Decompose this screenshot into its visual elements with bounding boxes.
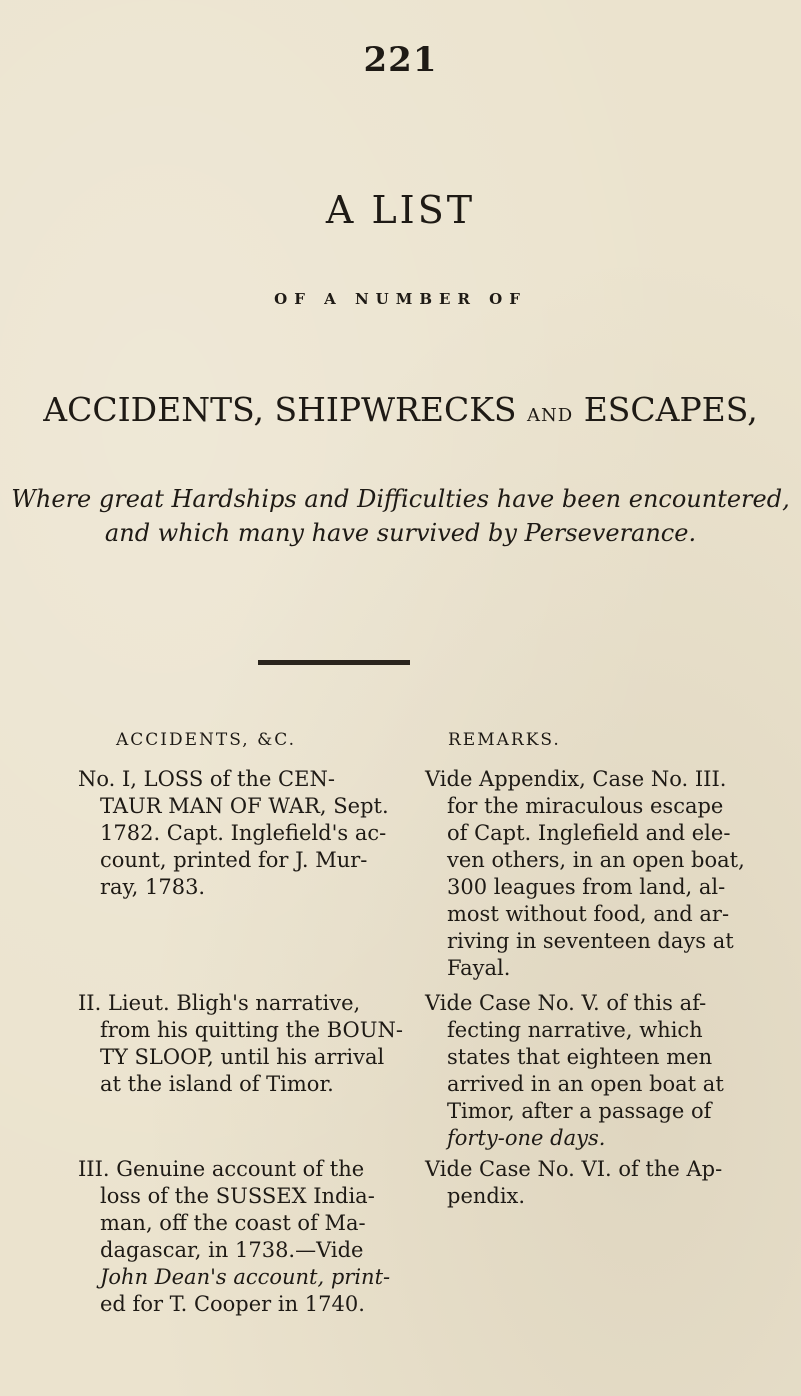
heading-part-2: ESCAPES, [583,390,758,429]
accident-entry-1 [78,766,389,901]
remark-line: Timor, after a passage of [447,1099,712,1123]
accident-line: TY SLOOP, until his arrival [100,1045,385,1069]
remark-line: Vide Appendix, Case No. III. [425,767,727,791]
remark-line: Fayal. [447,956,511,980]
accident-line: at the island of Timor. [100,1072,334,1096]
accident-line: TAUR MAN OF WAR, Sept. [100,794,389,818]
section-divider [258,660,410,665]
accident-line: III. Genuine account of the [78,1157,365,1181]
remark-line: pendix. [447,1184,526,1208]
accident-line: 1782. Capt. Inglefield's ac- [100,821,387,845]
intro-line-1: Where great Hardships and Difficulties have been encountered, [11,485,790,513]
remark-line: states that eighteen men [447,1045,713,1069]
remark-entry-3 [425,1156,722,1210]
accident-line: ed for T. Cooper in 1740. [100,1292,365,1316]
intro-text [0,482,801,550]
remark-line: ven others, in an open boat, [447,848,745,872]
main-heading [0,390,801,429]
list-title: A LIST [325,188,476,232]
accident-line: man, off the coast of Ma- [100,1211,366,1235]
remark-entry-1 [425,766,745,982]
remark-entry-2 [425,990,724,1152]
remark-line: fecting narrative, which [447,1018,703,1042]
accident-entry-3 [78,1156,390,1318]
accident-line: from his quitting the BOUN- [100,1018,403,1042]
heading-and: AND [527,405,574,426]
accident-line: No. I, LOSS of the CEN- [78,767,335,791]
accident-line: II. Lieut. Bligh's narrative, [78,991,361,1015]
accidents-column-header: ACCIDENTS, &C. [116,730,297,750]
remarks-column-header: REMARKS. [448,730,561,750]
list-subtitle: OF A NUMBER OF [274,290,527,308]
remark-line: for the miraculous escape [447,794,724,818]
page-number: 221 [363,40,438,80]
remark-line: 300 leagues from land, al- [447,875,726,899]
remark-line: riving in seventeen days at [447,929,734,953]
remark-line: of Capt. Inglefield and ele- [447,821,731,845]
remark-line: Vide Case No. V. of this af- [425,991,707,1015]
accident-entry-2 [78,990,403,1098]
accident-line: loss of the SUSSEX India- [100,1184,375,1208]
accident-line: ray, 1783. [100,875,206,899]
remark-line: most without food, and ar- [447,902,730,926]
accident-line: count, printed for J. Mur- [100,848,368,872]
accident-line: dagascar, in 1738.—Vide [100,1238,364,1262]
intro-line-2: and which many have survived by Perseverance. [104,519,697,547]
accident-line: John Dean's account, print- [100,1265,391,1289]
remark-line: arrived in an open boat at [447,1072,724,1096]
heading-part-1: ACCIDENTS, SHIPWRECKS [43,390,517,429]
remark-line: forty-one days. [447,1126,606,1150]
remark-line: Vide Case No. VI. of the Ap- [425,1157,723,1181]
